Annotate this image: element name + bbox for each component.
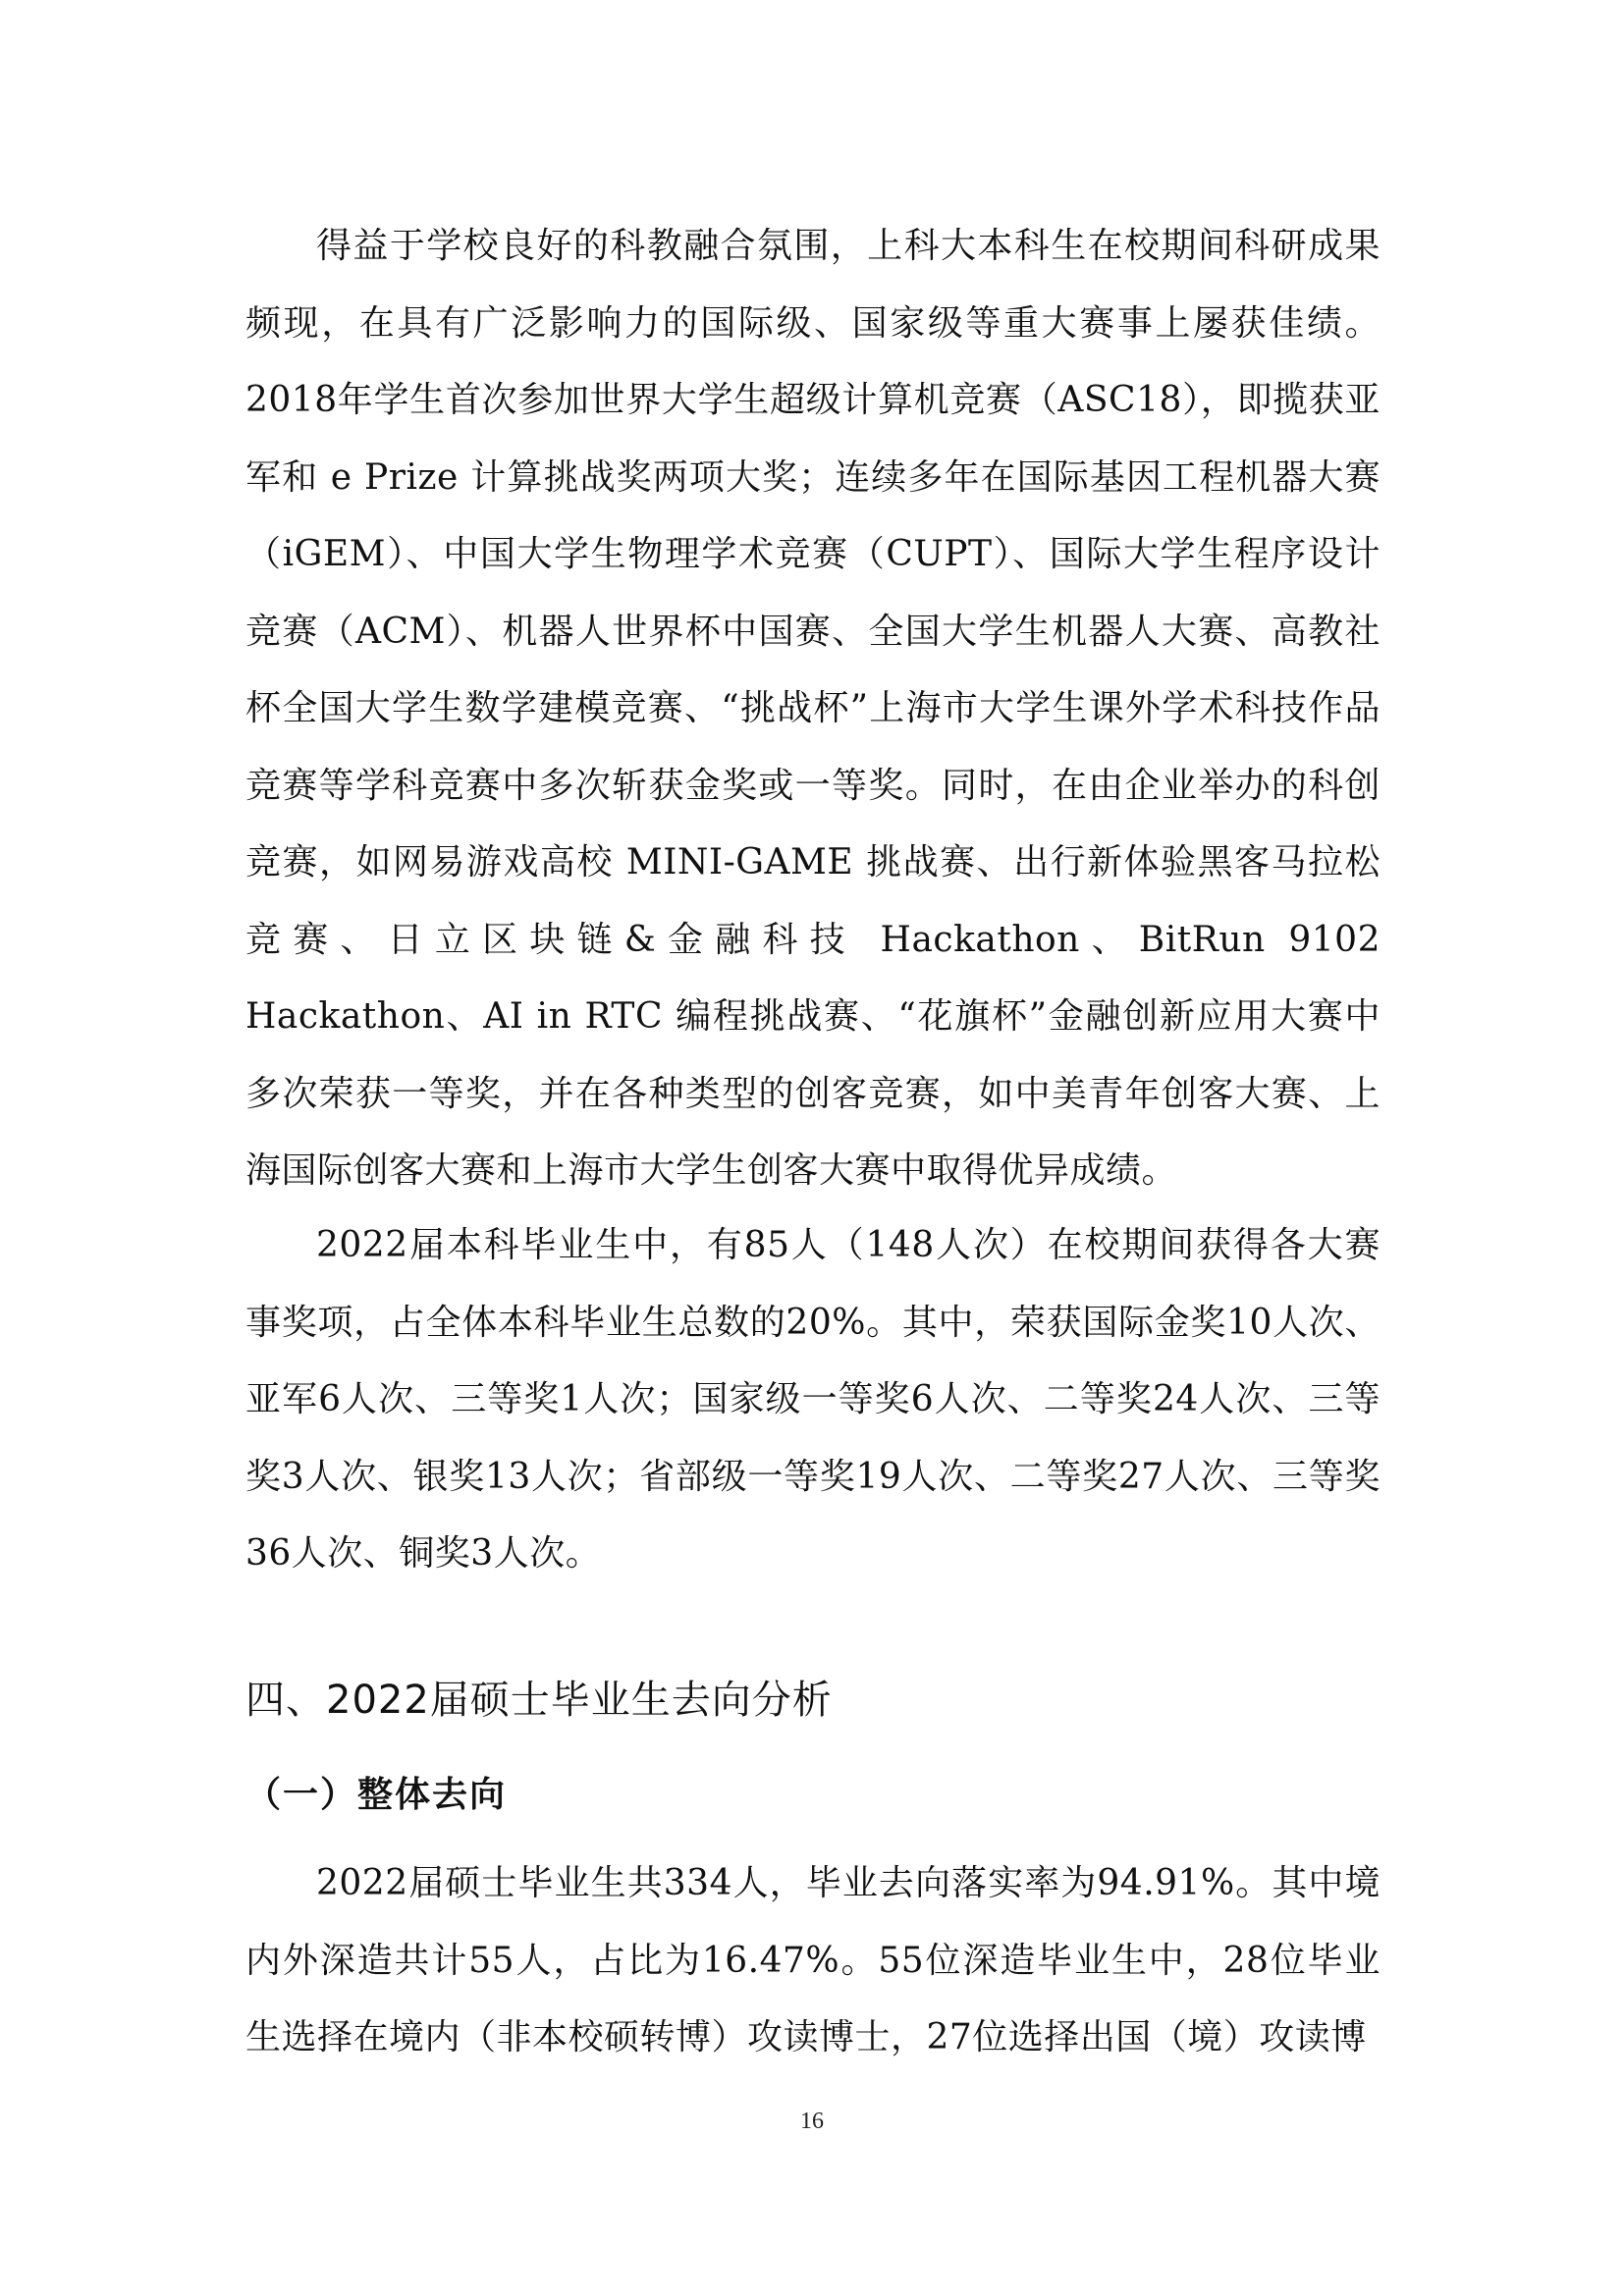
page-number: 16: [800, 2109, 824, 2134]
paragraph-block-masters: [245, 1845, 1380, 2077]
paragraph-competitions: 得益于学校良好的科教融合氛围，上科大本科生在校期间科研成果频现，在具有广泛影响力的国际级、国家级等重大赛事上屡获佳绩。2018年学生首次参加世界大学生超级计算机竞赛（ASC18），即揽获亚军和 e Prize 计算挑战奖两项大奖；连续多年在国际基因工程机器大赛（iGEM）、中国大学生物理学术竞赛（CUPT）、国际大学生程序设计竞赛（ACM）、机器人世界杯中国赛、全国大学生机器人大赛、高教社杯全国大学生数学建模竞赛、“挑战杯”上海市大学生课外学术科技作品竞赛等学科竞赛中多次斩获金奖或一等奖。同时，在由企业举办的科创竞赛，如网易游戏高校 MINI-GAME 挑战赛、出行新体验黑客马拉松竞赛、日立区块链&金融科技 Hackathon、BitRun 9102 Hackathon、AI in RTC 编程挑战赛、“花旗杯”金融创新应用大赛中多次荣获一等奖，并在各种类型的创客竞赛，如中美青年创客大赛、上海国际创客大赛和上海市大学生创客大赛中取得优异成绩。: [245, 226, 1380, 1191]
section-heading: 四、2022届硕士毕业生去向分析: [245, 1678, 833, 1723]
paragraph-award-statistics: 2022届本科毕业生中，有85人（148人次）在校期间获得各大赛事奖项，占全体本科毕业生总数的20%。其中，荣获国际金奖10人次、亚军6人次、三等奖1人次；国家级一等奖6人次、二等奖24人次、三等奖3人次、银奖13人次；省部级一等奖19人次、二等奖27人次、三等奖36人次、铜奖3人次。: [245, 1225, 1380, 1574]
subsection-heading: （一）整体去向: [245, 1775, 508, 1815]
paragraph-block-competitions: [245, 208, 1380, 1210]
paragraph-masters-destination: 2022届硕士毕业生共334人，毕业去向落实率为94.91%。其中境内外深造共计55人，占比为16.47%。55位深造毕业生中，28位毕业生选择在境内（非本校硕转博）攻读博士，27位选择出国（境）攻读博: [245, 1863, 1380, 2057]
paragraph-block-awards: [245, 1207, 1380, 1593]
